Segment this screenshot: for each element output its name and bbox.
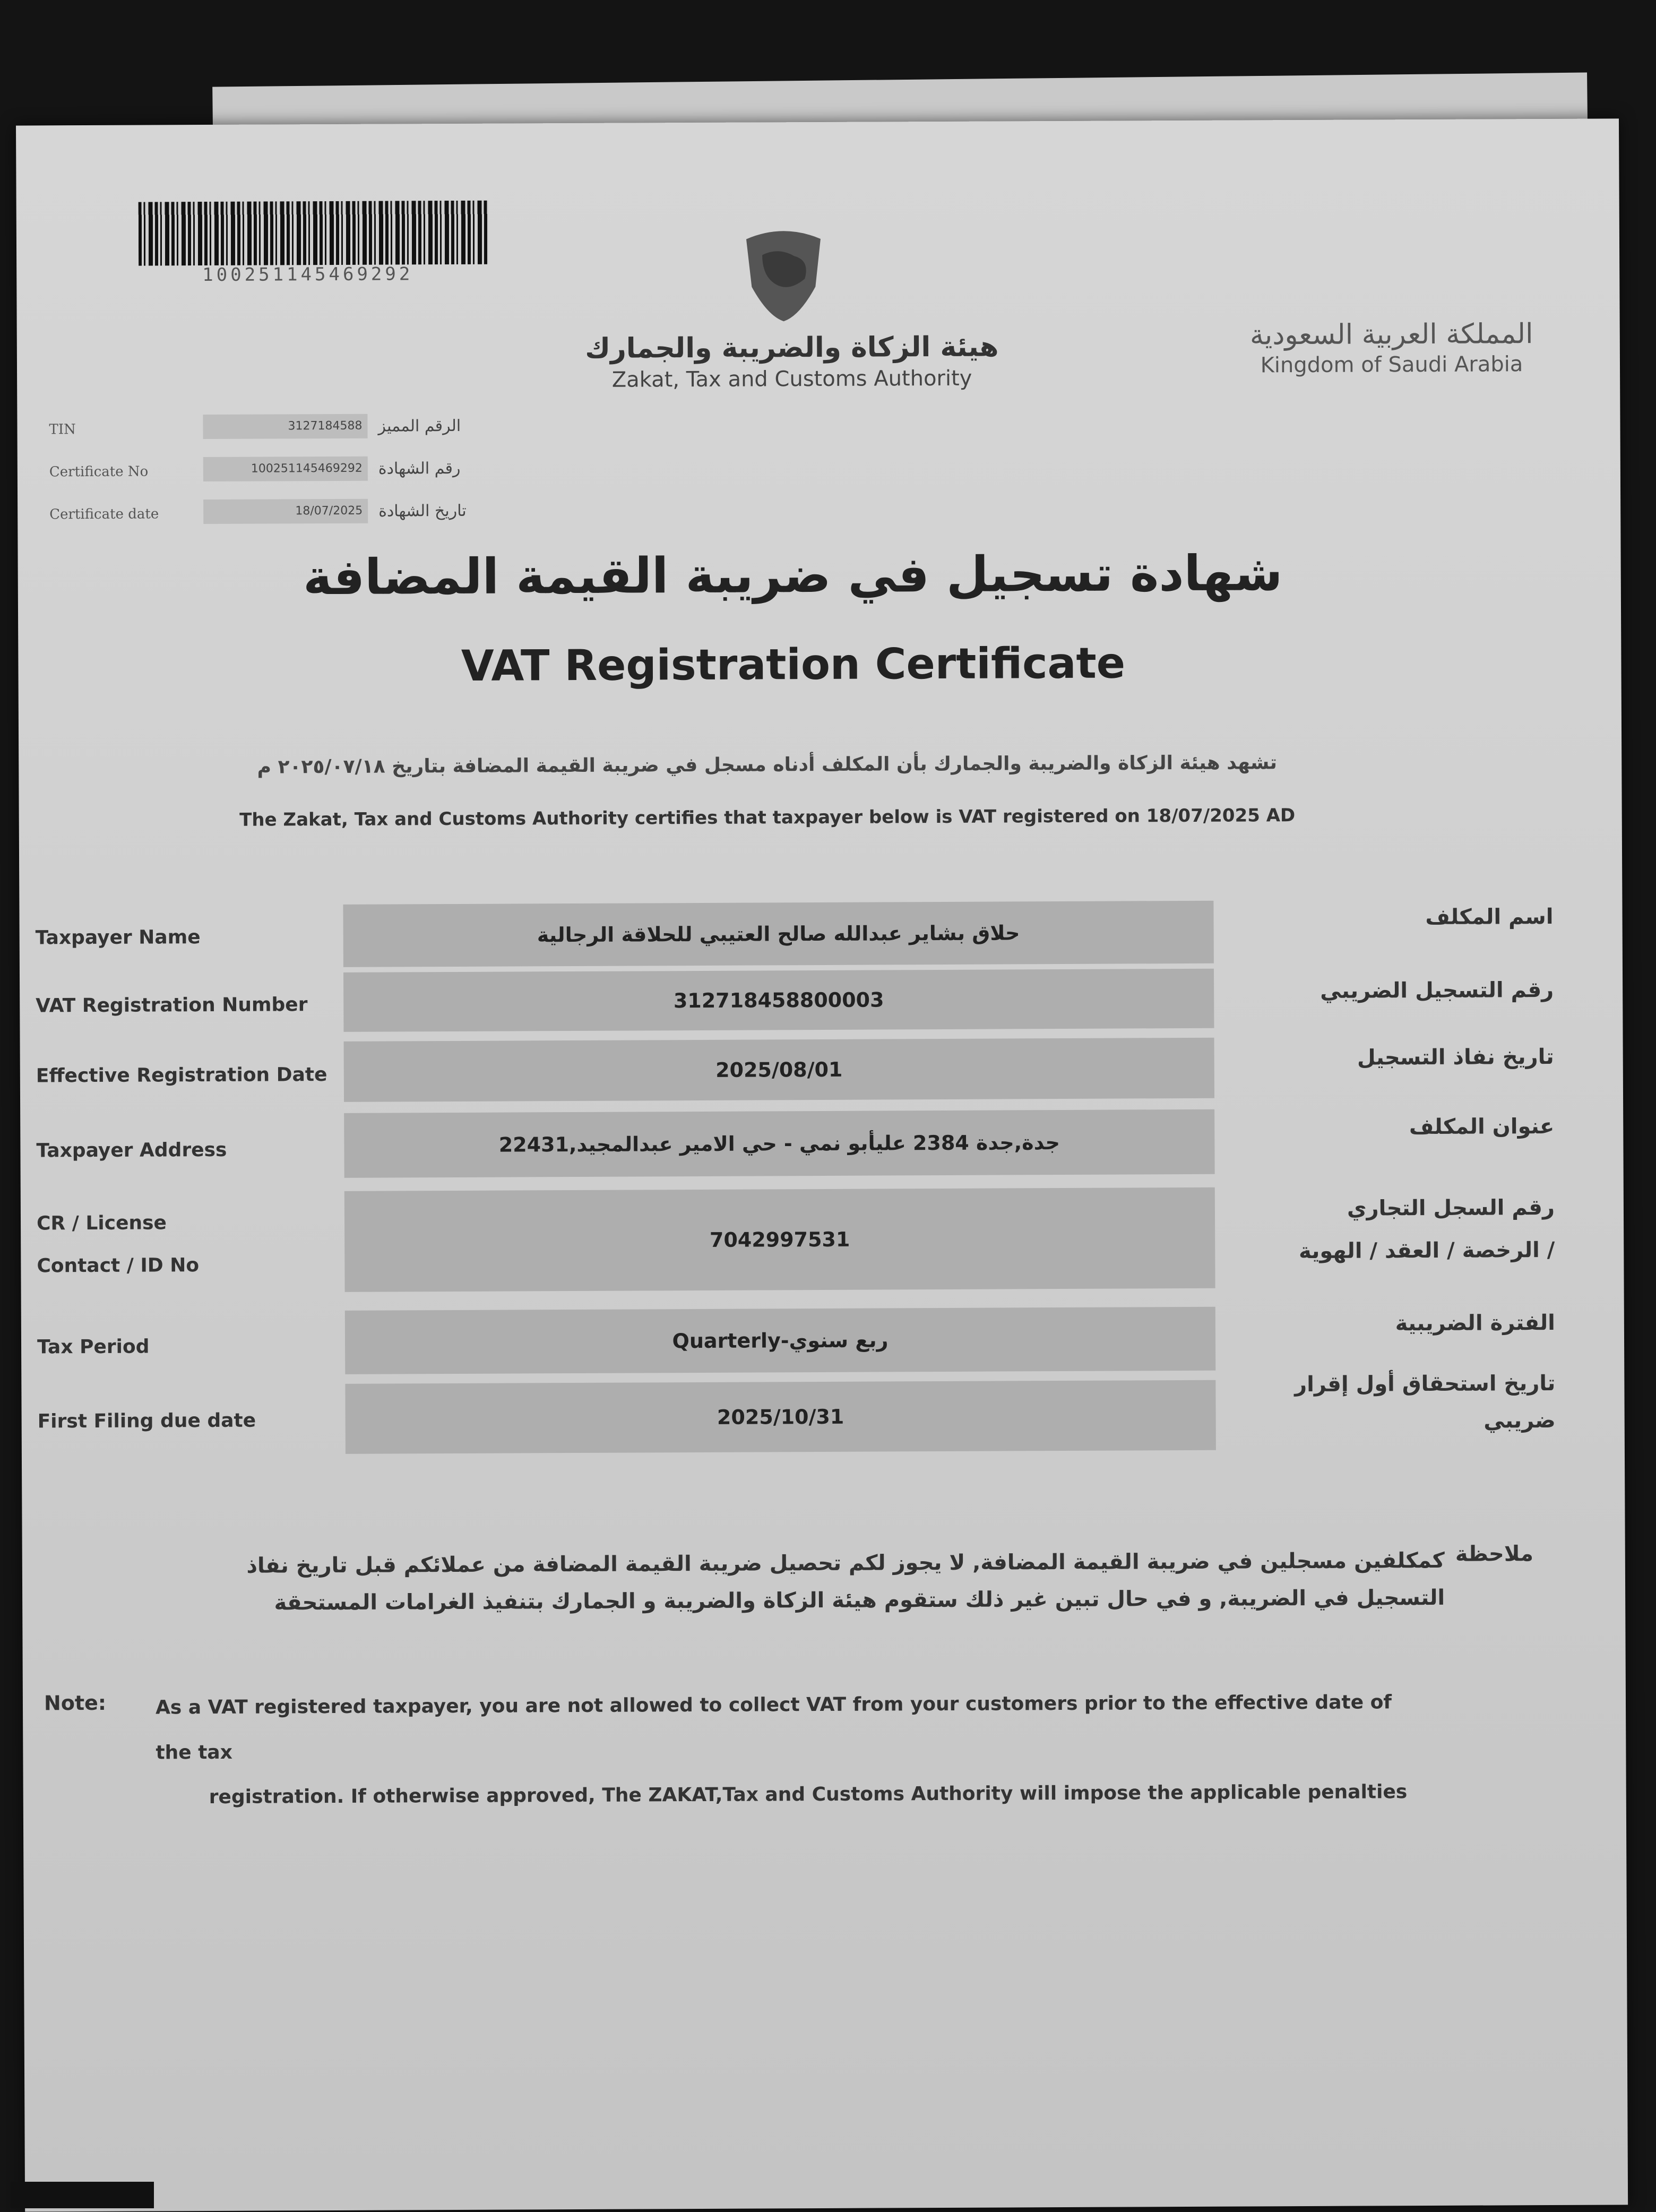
tin-label-en: TIN — [49, 421, 76, 438]
kingdom-name — [1206, 318, 1577, 378]
note-label-ar: ملاحظة — [1455, 1542, 1534, 1567]
effective-date-label-ar: تاريخ نفاذ التسجيل — [1357, 1044, 1554, 1070]
note-text-en — [156, 1680, 1430, 1820]
vat-number-label-ar: رقم التسجيل الضريبي — [1320, 977, 1554, 1003]
taxpayer-address-label-en: Taxpayer Address — [36, 1139, 227, 1162]
tax-period-value: Quarterly-ربع سنوي — [345, 1307, 1216, 1374]
first-filing-label-ar-2: ضريبي — [1484, 1408, 1556, 1433]
first-filing-label-ar: تاريخ استحقاق أول إقرار — [1295, 1371, 1556, 1397]
certificate-number-label-ar: رقم الشهادة — [378, 459, 461, 478]
certifies-statement-en: The Zakat, Tax and Customs Authority certifies that taxpayer below is VAT registered on 18/07/2025 AD — [239, 805, 1296, 831]
first-filing-value: 2025/10/31 — [345, 1380, 1216, 1454]
taxpayer-address-label-ar: عنوان المكلف — [1409, 1114, 1555, 1140]
authority-name-ar: هيئة الزكاة والضريبة والجمارك — [585, 331, 999, 365]
certificate-date-value: 18/07/2025 — [203, 499, 368, 524]
taxpayer-name-value: حلاق بشاير عبدالله صالح العتيبي للحلاقة الرجالية — [343, 901, 1213, 967]
tin-field — [49, 410, 511, 444]
contact-id-label-en: Contact / ID No — [37, 1254, 200, 1277]
certificate-date-label-ar: تاريخ الشهادة — [378, 501, 467, 521]
vat-number-value: 312718458800003 — [343, 969, 1214, 1032]
vat-number-label-en: VAT Registration Number — [36, 994, 308, 1017]
authority-name-en: Zakat, Tax and Customs Authority — [611, 366, 972, 392]
tax-period-label-en: Tax Period — [37, 1336, 150, 1358]
kingdom-name-en: Kingdom of Saudi Arabia — [1260, 352, 1523, 378]
cr-license-label-en: CR / License — [36, 1212, 167, 1235]
note-en-line: registration. If otherwise approved, The ZAKAT,Tax and Customs Authority will impose the applicable penalties — [209, 1781, 1408, 1809]
taxpayer-name-label-ar: اسم المكلف — [1425, 904, 1554, 930]
certificate-date-field — [49, 495, 511, 529]
tin-value: 3127184588 — [203, 414, 367, 439]
tax-period-row — [21, 1300, 1582, 1358]
tin-label-ar: الرقم المميز — [378, 416, 461, 436]
barcode-number: 100251145469292 — [202, 263, 413, 286]
cr-license-label-ar: رقم السجل التجاري — [1347, 1195, 1555, 1221]
cr-license-row — [21, 1181, 1581, 1277]
page-title-ar: شهادة تسجيل في ضريبة القيمة المضافة — [303, 545, 1283, 606]
page-title-en: VAT Registration Certificate — [461, 638, 1126, 691]
certificate-page — [16, 118, 1628, 2211]
taxpayer-name-label-en: Taxpayer Name — [35, 926, 201, 949]
first-filing-label-en: First Filing due date — [37, 1409, 256, 1433]
contact-id-label-ar: / الرخصة / العقد / الهوية — [1298, 1237, 1555, 1264]
note-ar-line: كمكلفين مسجلين في ضريبة القيمة المضافة, لا يجوز لكم تحصيل ضريبة القيمة المضافة من عملائكم قبل تاريخ نفاذ — [246, 1548, 1445, 1578]
authority-name — [580, 331, 1004, 392]
first-filing-row — [21, 1371, 1582, 1433]
barcode-bars — [139, 201, 489, 266]
note-text-ar — [213, 1542, 1445, 1622]
taxpayer-address-row — [20, 1104, 1581, 1162]
effective-date-value: 2025/08/01 — [344, 1038, 1214, 1102]
certificate-number-field — [49, 453, 511, 487]
effective-date-label-en: Effective Registration Date — [36, 1064, 327, 1087]
authority-emblem-icon — [730, 218, 837, 324]
note-ar-line: التسجيل في الضريبة, و في حال تبين غير ذلك ستقوم هيئة الزكاة والضريبة و الجمارك بتنفيذ الغرامات المستحقة — [274, 1585, 1445, 1615]
effective-date-row — [20, 1032, 1581, 1087]
barcode — [139, 201, 489, 286]
cr-license-value: 7042997531 — [344, 1187, 1215, 1292]
taxpayer-name-row — [19, 894, 1580, 949]
certificate-number-label-en: Certificate No — [49, 463, 149, 480]
taxpayer-address-value: جدة,جدة 2384 عليأبو نمي - حي الامير عبدالمجيد,22431 — [344, 1109, 1215, 1178]
tax-period-label-ar: الفترة الضريبية — [1395, 1310, 1555, 1336]
certificate-date-label-en: Certificate date — [49, 506, 159, 523]
certifies-statement-ar: تشهد هيئة الزكاة والضريبة والجمارك بأن المكلف أدناه مسجل في ضريبة القيمة المضافة بتاريخ ٢٠٢٥/٠٧/١٨ م — [257, 752, 1278, 778]
note-en-line: As a VAT registered taxpayer, you are not allowed to collect VAT from your customers prior to the effective date of the tax — [155, 1691, 1392, 1764]
kingdom-name-ar: المملكة العربية السعودية — [1249, 318, 1533, 351]
dark-tab — [11, 2182, 154, 2208]
certificate-number-value: 100251145469292 — [203, 457, 368, 481]
note-label-en: Note: — [44, 1691, 107, 1715]
